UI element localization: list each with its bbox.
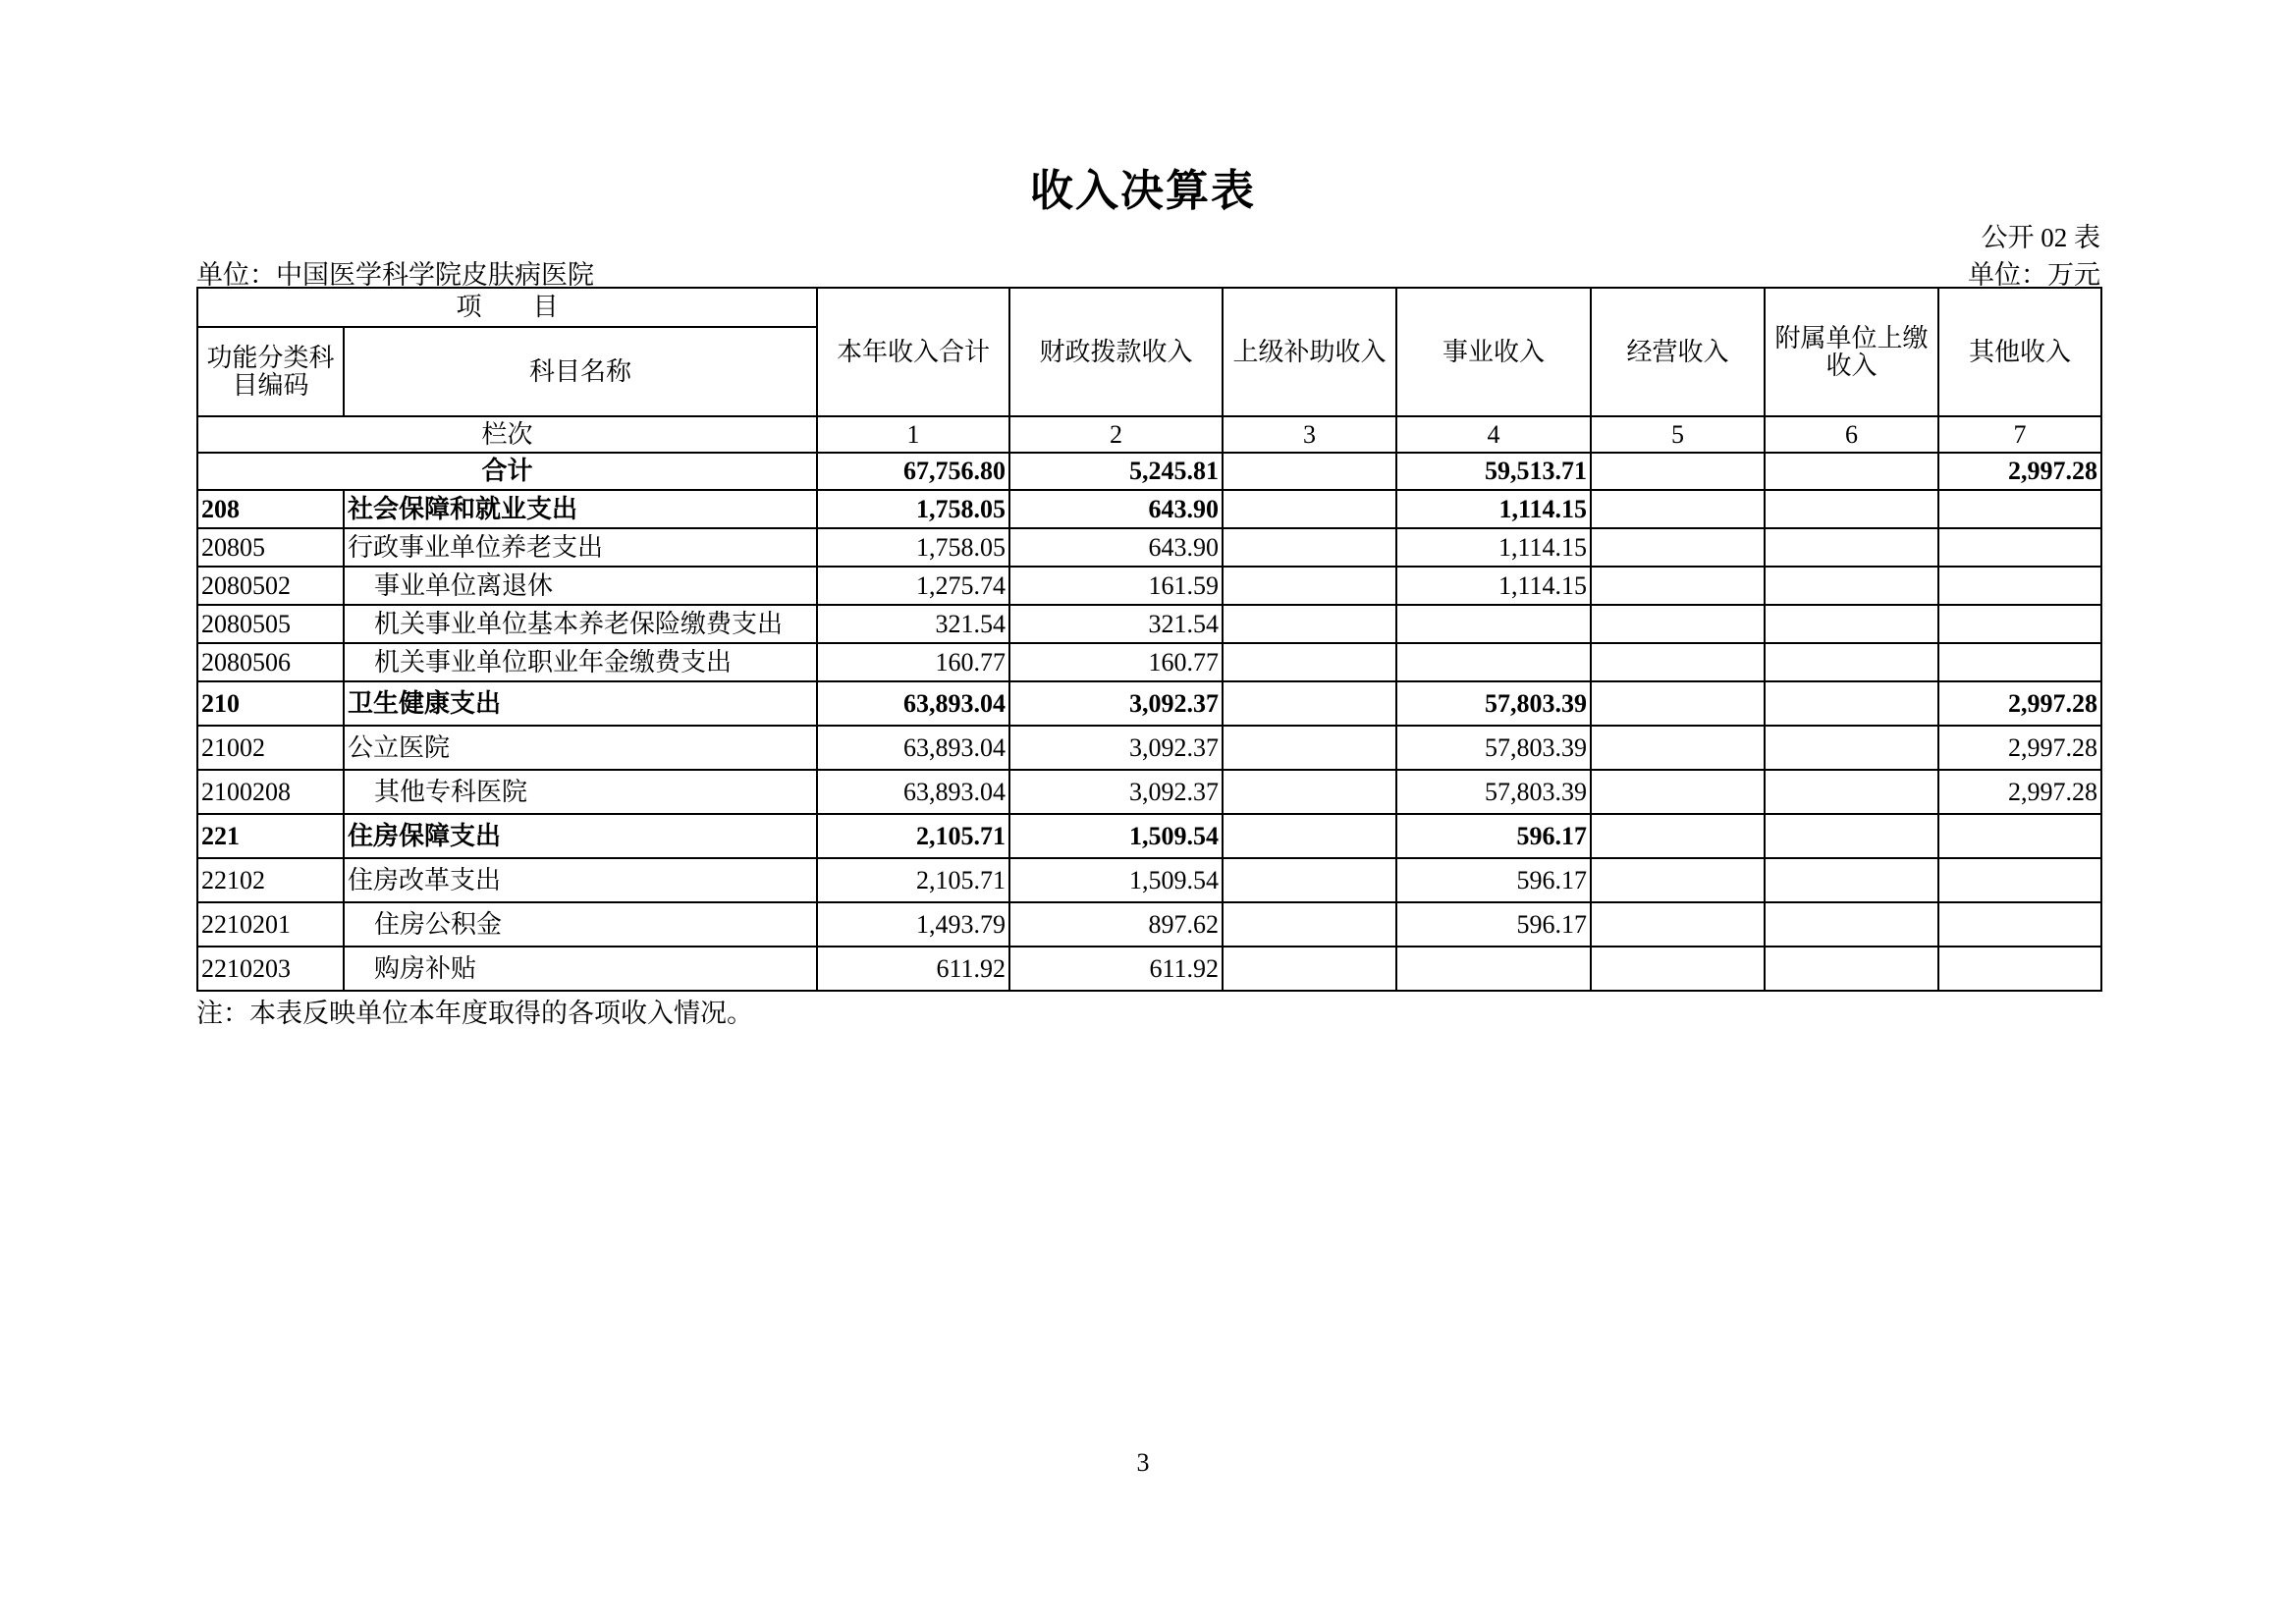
cell-value: 63,893.04 [817,726,1009,770]
subject-code: 20805 [197,528,344,567]
cell-value: 596.17 [1396,858,1591,902]
cell-value: 1,114.15 [1396,490,1591,528]
header-col-5: 经营收入 [1591,288,1765,416]
cell-value [1765,643,1938,681]
cell-value [1765,681,1938,726]
table-row [197,858,2101,902]
cell-value: 160.77 [1009,643,1223,681]
cell-value [1223,643,1396,681]
subject-name: 机关事业单位职业年金缴费支出 [344,643,817,681]
column-index-1: 1 [817,416,1009,453]
cell-value [1938,814,2101,858]
subject-code: 21002 [197,726,344,770]
header-row [197,288,2101,327]
subject-name: 其他专科医院 [344,770,817,814]
cell-value [1223,567,1396,605]
cell-value: 161.59 [1009,567,1223,605]
header-name: 科目名称 [344,327,817,416]
cell-value: 643.90 [1009,528,1223,567]
cell-value [1938,567,2101,605]
cell-value: 63,893.04 [817,770,1009,814]
subject-name: 购房补贴 [344,947,817,991]
cell-value [1765,605,1938,643]
cell-value [1938,605,2101,643]
subject-name: 卫生健康支出 [344,681,817,726]
table-row [197,567,2101,605]
table-row [197,681,2101,726]
form-number: 公开 02 表 [1981,223,2100,252]
cell-value: 2,997.28 [1938,681,2101,726]
table-row [197,726,2101,770]
cell-value [1396,605,1591,643]
subject-name: 住房改革支出 [344,858,817,902]
subject-code: 2100208 [197,770,344,814]
cell-value: 3,092.37 [1009,681,1223,726]
header-col-7: 其他收入 [1938,288,2101,416]
cell-value [1938,947,2101,991]
subject-code: 208 [197,490,344,528]
cell-value: 3,092.37 [1009,726,1223,770]
column-index-row [197,416,2101,453]
subject-name: 公立医院 [344,726,817,770]
subject-code: 2080502 [197,567,344,605]
cell-value [1223,902,1396,947]
cell-value [1765,858,1938,902]
column-index-3: 3 [1223,416,1396,453]
currency-unit: 单位：万元 [1968,260,2100,290]
cell-value [1591,643,1765,681]
cell-value: 611.92 [1009,947,1223,991]
cell-value [1591,605,1765,643]
cell-value [1223,490,1396,528]
header-col-4: 事业收入 [1396,288,1591,416]
page-title: 收入决算表 [1030,166,1256,216]
column-index-5: 5 [1591,416,1765,453]
subject-name: 机关事业单位基本养老保险缴费支出 [344,605,817,643]
cell-value: 2,997.28 [1938,770,2101,814]
subject-code: 221 [197,814,344,858]
cell-value [1223,605,1396,643]
cell-value [1765,726,1938,770]
total-value: 59,513.71 [1396,453,1591,490]
subject-code: 2210201 [197,902,344,947]
cell-value: 1,493.79 [817,902,1009,947]
cell-value [1396,947,1591,991]
total-value [1223,453,1396,490]
header-col-3: 上级补助收入 [1223,288,1396,416]
cell-value [1765,770,1938,814]
cell-value [1223,770,1396,814]
cell-value [1223,681,1396,726]
cell-value [1765,528,1938,567]
cell-value [1591,490,1765,528]
cell-value: 1,758.05 [817,490,1009,528]
cell-value: 321.54 [817,605,1009,643]
subject-name: 事业单位离退休 [344,567,817,605]
cell-value [1765,814,1938,858]
cell-value: 57,803.39 [1396,770,1591,814]
cell-value [1591,770,1765,814]
table-row [197,490,2101,528]
cell-value [1938,643,2101,681]
cell-value: 1,509.54 [1009,814,1223,858]
cell-value: 643.90 [1009,490,1223,528]
cell-value [1938,902,2101,947]
cell-value [1591,567,1765,605]
table-row [197,770,2101,814]
cell-value [1765,947,1938,991]
cell-value: 897.62 [1009,902,1223,947]
table-row [197,947,2101,991]
cell-value [1765,567,1938,605]
cell-value [1223,947,1396,991]
header-col-2: 财政拨款收入 [1009,288,1223,416]
total-value: 2,997.28 [1938,453,2101,490]
cell-value: 3,092.37 [1009,770,1223,814]
cell-value [1591,528,1765,567]
table-note: 注：本表反映单位本年度取得的各项收入情况。 [196,999,753,1028]
cell-value: 2,105.71 [817,858,1009,902]
table-row [197,814,2101,858]
table-row [197,528,2101,567]
cell-value: 2,105.71 [817,814,1009,858]
column-index-4: 4 [1396,416,1591,453]
cell-value: 596.17 [1396,814,1591,858]
cell-value [1223,528,1396,567]
cell-value [1591,858,1765,902]
column-index-7: 7 [1938,416,2101,453]
cell-value [1591,814,1765,858]
total-value: 67,756.80 [817,453,1009,490]
cell-value [1765,902,1938,947]
cell-value [1938,858,2101,902]
cell-value: 2,997.28 [1938,726,2101,770]
page-number: 3 [1136,1448,1150,1477]
total-value: 5,245.81 [1009,453,1223,490]
total-label: 合计 [197,453,817,490]
column-index-label: 栏次 [197,416,817,453]
cell-value [1223,814,1396,858]
column-index-2: 2 [1009,416,1223,453]
cell-value [1938,490,2101,528]
header-code: 功能分类科目编码 [197,327,344,416]
cell-value: 63,893.04 [817,681,1009,726]
cell-value [1765,490,1938,528]
subject-code: 210 [197,681,344,726]
income-final-accounts-table [196,287,2102,992]
table-row [197,643,2101,681]
cell-value: 160.77 [817,643,1009,681]
cell-value: 1,758.05 [817,528,1009,567]
subject-code: 2210203 [197,947,344,991]
table-row [197,605,2101,643]
cell-value: 1,275.74 [817,567,1009,605]
cell-value [1591,681,1765,726]
cell-value [1223,858,1396,902]
subject-name: 社会保障和就业支出 [344,490,817,528]
subject-name: 行政事业单位养老支出 [344,528,817,567]
total-value [1591,453,1765,490]
header-col-1: 本年收入合计 [817,288,1009,416]
header-item: 项 目 [197,288,817,327]
total-row [197,453,2101,490]
total-value [1765,453,1938,490]
cell-value: 611.92 [817,947,1009,991]
table-row [197,902,2101,947]
header-col-6: 附属单位上缴收入 [1765,288,1938,416]
subject-name: 住房公积金 [344,902,817,947]
cell-value [1591,902,1765,947]
cell-value: 57,803.39 [1396,681,1591,726]
column-index-6: 6 [1765,416,1938,453]
cell-value [1396,643,1591,681]
cell-value: 1,114.15 [1396,528,1591,567]
cell-value: 596.17 [1396,902,1591,947]
cell-value: 321.54 [1009,605,1223,643]
cell-value: 57,803.39 [1396,726,1591,770]
subject-name: 住房保障支出 [344,814,817,858]
cell-value [1223,726,1396,770]
subject-code: 2080506 [197,643,344,681]
cell-value [1591,947,1765,991]
cell-value: 1,114.15 [1396,567,1591,605]
subject-code: 22102 [197,858,344,902]
cell-value [1591,726,1765,770]
subject-code: 2080505 [197,605,344,643]
reporting-unit: 单位：中国医学科学院皮肤病医院 [196,260,594,290]
cell-value [1938,528,2101,567]
cell-value: 1,509.54 [1009,858,1223,902]
